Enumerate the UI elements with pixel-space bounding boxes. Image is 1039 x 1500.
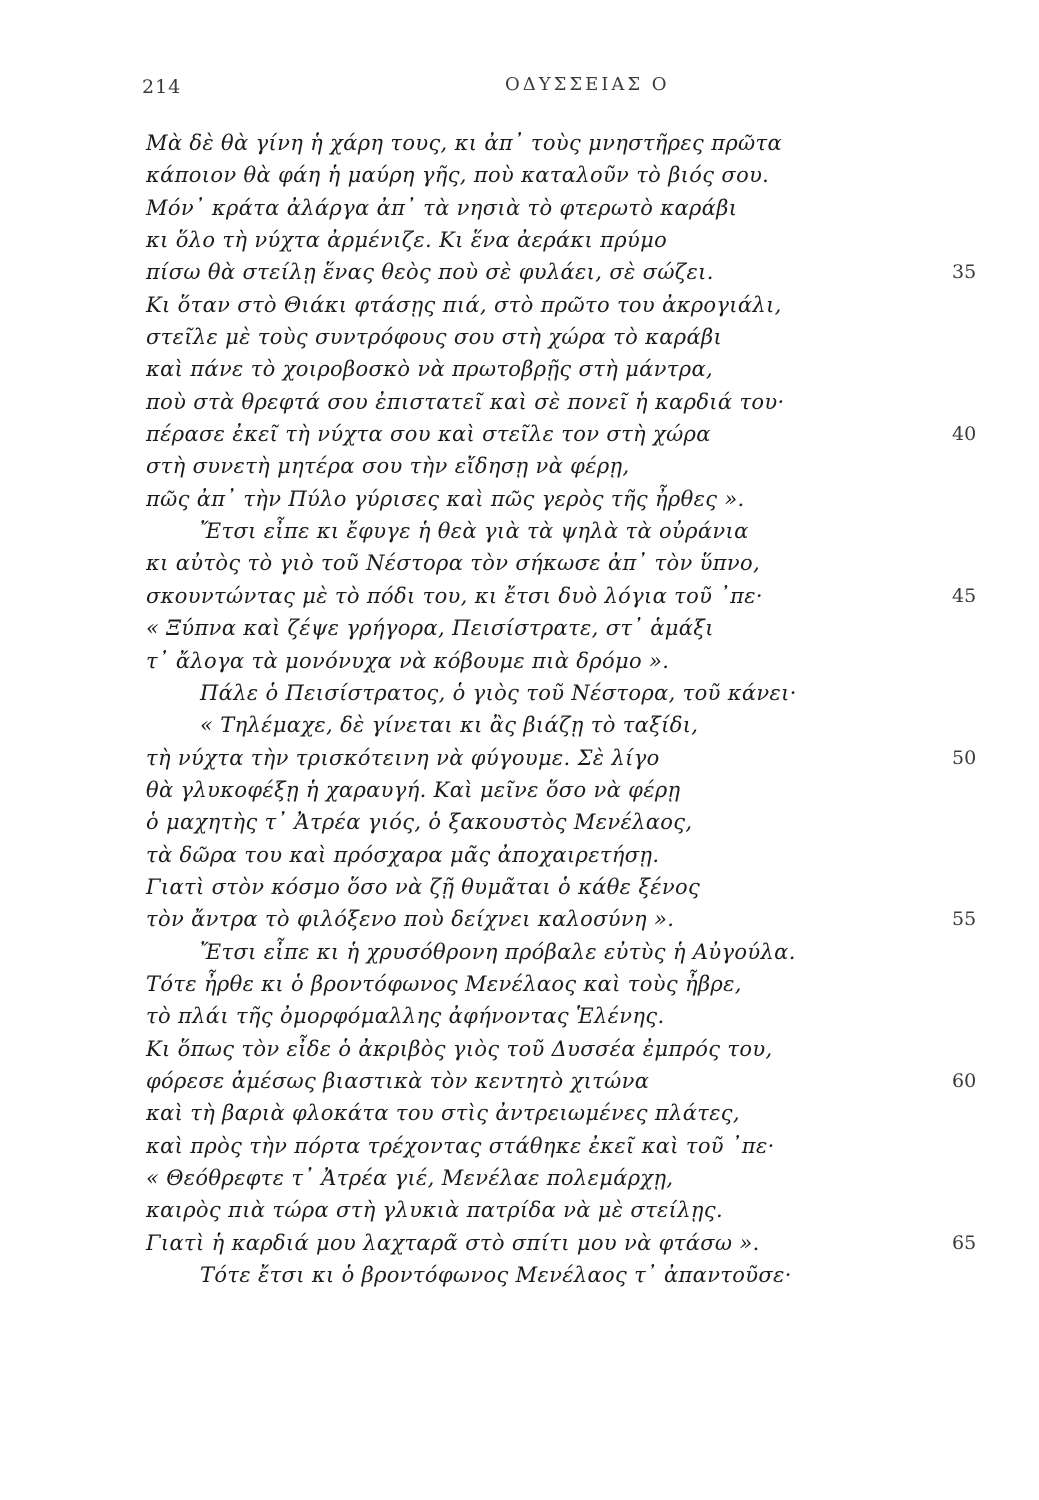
verse-line [0,1259,1039,1291]
verse-line-text: Πάλε ὁ Πεισίστρατος, ὁ γιὸς τοῦ Νέστορα, τοῦ κάνει· [200,680,797,705]
running-head [0,70,1039,110]
verse-line-text: στεῖλε μὲ τοὺς συντρόφους σου στὴ χώρα τὸ καράβι [146,325,723,350]
verse-line [0,289,1039,321]
verse-line [0,224,1039,256]
verse-line-text: Γιατὶ ἡ καρδιά μου λαχταρᾶ στὸ σπίτι μου νὰ φτάσω ». [146,1230,760,1255]
line-number: 45 [952,584,977,607]
verse-line [0,968,1039,1000]
verse-line [0,418,1039,450]
verse-line-text: καὶ πάνε τὸ χοιροβοσκὸ νὰ πρωτοβρῇς στὴ μάντρα, [146,357,714,382]
line-number: 55 [952,908,977,931]
verse-line [0,1194,1039,1226]
verse-line-text: πίσω θὰ στείλῃ ἕνας θεὸς ποὺ σὲ φυλάει, σὲ σώζει. [146,260,714,285]
verse-line [0,1097,1039,1129]
verse-line-text: Ἔτσι εἶπε κι ἡ χρυσόθρονη πρόβαλε εὐτὺς ἡ Αὐγούλα. [200,939,796,964]
verse-line-text: ὁ μαχητὴς τ᾽ Ἀτρέα γιός, ὁ ξακουστὸς Μενέλαος, [146,810,693,835]
verse-line [0,256,1039,288]
verse-line-text: « Ξύπνα καὶ ζέψε γρήγορα, Πεισίστρατε, στ᾽ ἁμάξι [146,616,714,641]
verse-line [0,903,1039,935]
verse-line [0,127,1039,159]
verse-lines [0,127,1039,1291]
verse-line [0,321,1039,353]
verse-line-text: καιρὸς πιὰ τώρα στὴ γλυκιὰ πατρίδα νὰ μὲ στείλῃς. [146,1198,723,1223]
verse-line-text: τὰ δῶρα του καὶ πρόσχαρα μᾶς ἀποχαιρετήσῃ. [146,842,660,867]
line-number: 65 [952,1231,977,1254]
verse-line [0,709,1039,741]
page-number: 214 [142,76,182,98]
verse-line [0,1227,1039,1259]
verse-line [0,839,1039,871]
verse-line-text: τὸν ἄντρα τὸ φιλόξενο ποὺ δείχνει καλοσύνη ». [146,907,675,932]
verse-line [0,192,1039,224]
verse-line [0,806,1039,838]
verse-line [0,386,1039,418]
verse-line-text: Τότε ἔτσι κι ὁ βροντόφωνος Μενέλαος τ᾽ ἀπαντοῦσε· [200,1263,792,1288]
line-number: 35 [952,261,977,284]
line-number: 40 [952,423,977,446]
verse-line [0,483,1039,515]
verse-line [0,1065,1039,1097]
verse-line-text: κι αὐτὸς τὸ γιὸ τοῦ Νέστορα τὸν σήκωσε ἀπ᾽ τὸν ὕπνο, [146,551,761,576]
verse-line [0,353,1039,385]
verse-line [0,159,1039,191]
verse-line-text: κι ὅλο τὴ νύχτα ἀρμένιζε. Κι ἕνα ἀεράκι πρύμο [146,228,668,253]
verse-line [0,645,1039,677]
book-title: ΟΔΥΣΣΕΙΑΣ Ο [505,74,670,95]
verse-line-text: Ἔτσι εἶπε κι ἔφυγε ἡ θεὰ γιὰ τὰ ψηλὰ τὰ οὐράνια [200,519,749,544]
verse-line-text: Μὰ δὲ θὰ γίνη ἡ χάρη τους, κι ἀπ᾽ τοὺς μνηστῆρες πρῶτα [146,131,783,155]
verse-line [0,515,1039,547]
verse-line [0,1000,1039,1032]
verse-line-text: Μόν᾽ κράτα ἀλάργα ἀπ᾽ τὰ νησιὰ τὸ φτερωτὸ καράβι [146,195,738,220]
verse-line-text: κάποιον θὰ φάη ἡ μαύρη γῆς, ποὺ καταλοῦν τὸ βιός σου. [146,163,770,188]
verse-line [0,774,1039,806]
verse-line [0,450,1039,482]
verse-line-text: « Θεόθρεφτε τ᾽ Ἀτρέα γιέ, Μενέλαε πολεμάρχῃ, [146,1166,674,1190]
verse-line [0,547,1039,579]
verse-line-text: σκουντώντας μὲ τὸ πόδι του, κι ἔτσι δυὸ λόγια τοῦ ᾽πε· [146,583,763,608]
verse-line-text: « Τηλέμαχε, δὲ γίνεται κι ἂς βιάζῃ τὸ ταξίδι, [200,713,699,738]
verse-line-text: καὶ πρὸς τὴν πόρτα τρέχοντας στάθηκε ἐκεῖ καὶ τοῦ ᾽πε· [146,1133,775,1158]
verse-line [0,1130,1039,1162]
verse-line [0,580,1039,612]
verse-line-text: στὴ συνετὴ μητέρα σου τὴν εἴδησῃ νὰ φέρῃ, [146,454,630,479]
verse-line [0,871,1039,903]
verse-line-text: πῶς ἀπ᾽ τὴν Πύλο γύρισες καὶ πῶς γερὸς τῆς ἦρθες ». [146,486,745,511]
verse-line-text: θὰ γλυκοφέξῃ ἡ χαραυγή. Καὶ μεῖνε ὅσο νὰ φέρῃ [146,777,681,802]
verse-line-text: τὸ πλάι τῆς ὀμορφόμαλλης ἀφήνοντας Ἑλένης. [146,1004,665,1029]
verse-line [0,612,1039,644]
verse-line-text: ποὺ στὰ θρεφτά σου ἐπιστατεῖ καὶ σὲ πονεῖ ἡ καρδιά του· [146,389,785,414]
line-number: 60 [952,1069,977,1092]
line-number: 50 [952,746,977,769]
verse-line [0,936,1039,968]
verse-line-text: Κι ὅταν στὸ Θιάκι φτάσῃς πιά, στὸ πρῶτο του ἀκρογιάλι, [146,292,782,317]
verse-line-text: πέρασε ἐκεῖ τὴ νύχτα σου καὶ στεῖλε τον στὴ χώρα [146,422,711,447]
verse-line [0,1162,1039,1194]
verse-line-text: Τότε ἦρθε κι ὁ βροντόφωνος Μενέλαος καὶ τοὺς ἦβρε, [146,971,742,996]
verse-line [0,742,1039,774]
verse-line-text: Γιατὶ στὸν κόσμο ὅσο νὰ ζῇ θυμᾶται ὁ κάθε ξένος [146,874,701,899]
verse-line [0,1033,1039,1065]
verse-line [0,677,1039,709]
verse-line-text: Κι ὅπως τὸν εἶδε ὁ ἀκριβὸς γιὸς τοῦ Δυσσέα ἐμπρός του, [146,1036,773,1061]
verse-line-text: φόρεσε ἀμέσως βιαστικὰ τὸν κεντητὸ χιτώνα [146,1068,650,1093]
verse-line-text: τ᾽ ἄλογα τὰ μονόνυχα νὰ κόβουμε πιὰ δρόμο ». [146,648,670,673]
verse-line-text: καὶ τὴ βαριὰ φλοκάτα του στὶς ἀντρειωμένες πλάτες, [146,1101,740,1126]
verse-line-text: τὴ νύχτα τὴν τρισκότεινη νὰ φύγουμε. Σὲ λίγο [146,745,660,770]
